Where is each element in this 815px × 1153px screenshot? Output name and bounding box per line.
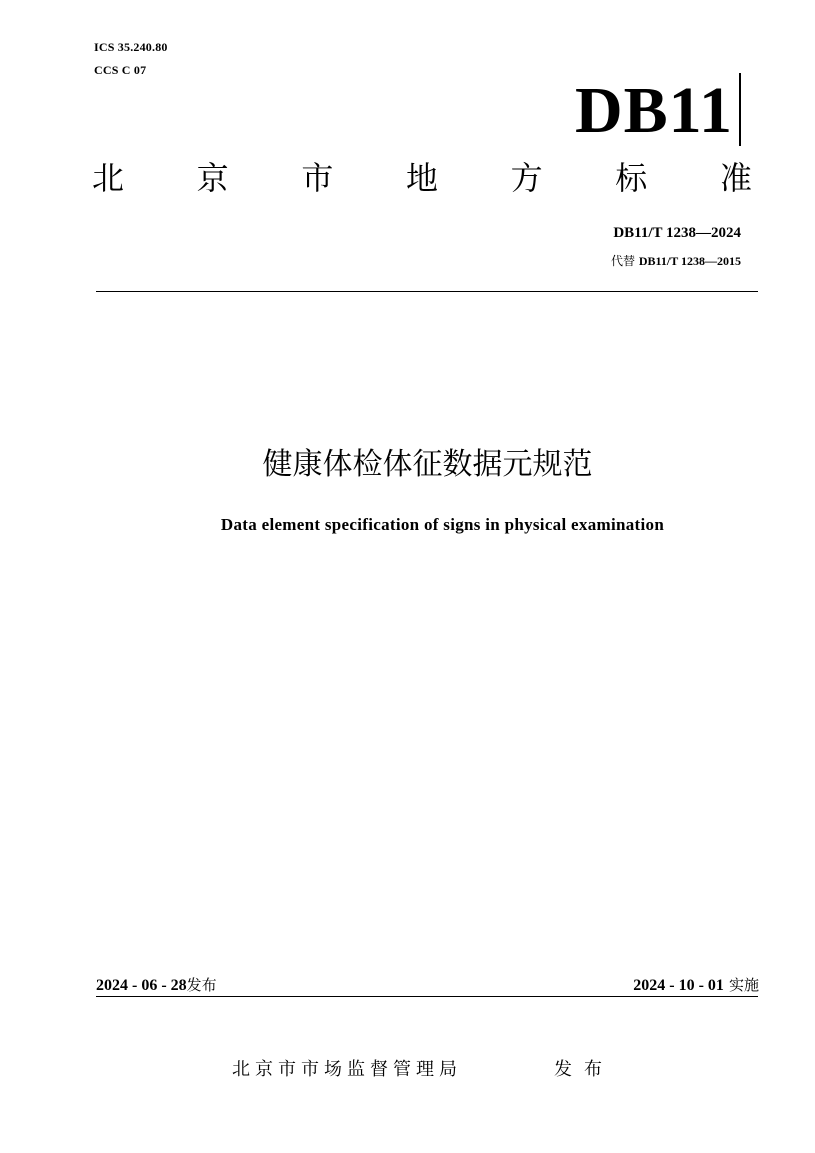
ics-code: ICS 35.240.80: [94, 40, 168, 54]
implement-label: 实施: [728, 976, 759, 994]
document-title-en: Data element specification of signs in physical examination: [220, 515, 665, 534]
implement-date-value: 2024 - 10 - 01: [633, 977, 724, 994]
logo-divider: [739, 73, 741, 146]
publish-date-value: 2024 - 06 - 28: [96, 977, 187, 994]
standard-type-char: 标: [615, 159, 648, 197]
replaces-note: [611, 252, 741, 269]
implement-date: [633, 974, 759, 995]
issuer-name: 北京市市场监督管理局: [232, 1059, 462, 1080]
ccs-code: CCS C 07: [94, 63, 147, 77]
issuer-action: 发布: [554, 1059, 614, 1080]
replaces-label: 代替: [611, 254, 636, 268]
document-title-cn: 健康体检体征数据元规范: [262, 447, 593, 482]
publish-label: 发布: [186, 976, 217, 994]
standard-type-title: [92, 158, 752, 198]
top-divider: [96, 291, 758, 292]
bottom-divider: [96, 996, 758, 997]
db-logo: DB11: [574, 74, 733, 147]
standard-type-char: 北: [92, 159, 125, 197]
standard-number: DB11/T 1238—2024: [613, 225, 741, 241]
standard-type-char: 京: [196, 159, 229, 197]
standard-type-char: 市: [301, 159, 334, 197]
replaces-number: DB11/T 1238—2015: [638, 254, 741, 268]
standard-type-char: 准: [719, 159, 752, 197]
publish-date: [96, 974, 217, 995]
standard-type-char: 地: [405, 159, 438, 197]
standard-type-char: 方: [510, 159, 543, 197]
